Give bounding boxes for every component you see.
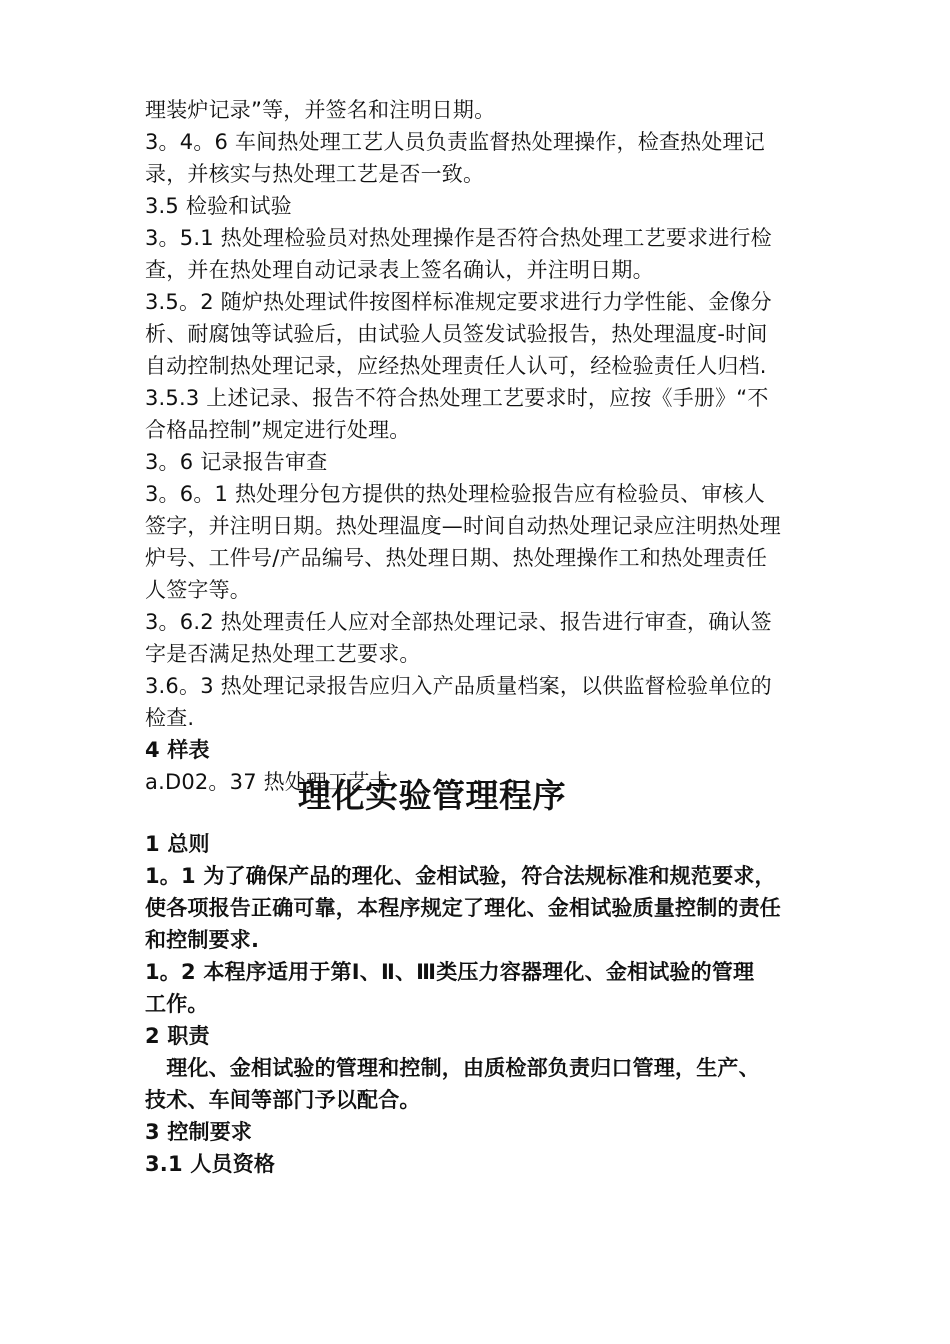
text-line: 自动控制热处理记录，应经热处理责任人认可，经检验责任人归档. (145, 354, 767, 378)
section-heading-1: 1 总则 (145, 832, 210, 856)
text-line: 3.5.3 上述记录、报告不符合热处理工艺要求时，应按《手册》“不 (145, 386, 769, 410)
sample-form-item: a.D02。37 热处理工艺卡 (145, 770, 391, 794)
text-line: 1。2 本程序适用于第Ⅰ、Ⅱ、Ⅲ类压力容器理化、金相试验的管理 (145, 960, 755, 984)
text-line: 使各项报告正确可靠，本程序规定了理化、金相试验质量控制的责任 (145, 896, 781, 920)
text-line: 检查. (145, 706, 195, 730)
text-line: 析、耐腐蚀等试验后，由试验人员签发试验报告，热处理温度-时间 (145, 322, 768, 346)
text-line: 签字，并注明日期。热处理温度—时间自动热处理记录应注明热处理 (145, 514, 781, 538)
section-heading-3-6: 3。6 记录报告审查 (145, 450, 328, 474)
text-line: 3.5。2 随炉热处理试件按图样标准规定要求进行力学性能、金像分 (145, 290, 772, 314)
section-heading-3: 3 控制要求 (145, 1120, 253, 1144)
text-line: 录，并核实与热处理工艺是否一致。 (145, 162, 485, 186)
text-line: 3。6.2 热处理责任人应对全部热处理记录、报告进行审查，确认签 (145, 610, 772, 634)
section-heading-2: 2 职责 (145, 1024, 210, 1048)
text-line: 合格品控制”规定进行处理。 (145, 418, 411, 442)
page-title: 理化实验管理程序 (298, 776, 566, 815)
section-heading-3-1: 3.1 人员资格 (145, 1152, 276, 1176)
text-line: 3。6。1 热处理分包方提供的热处理检验报告应有检验员、审核人 (145, 482, 765, 506)
text-line: 3。5.1 热处理检验员对热处理操作是否符合热处理工艺要求进行检 (145, 226, 772, 250)
text-line: 理化、金相试验的管理和控制，由质检部负责归口管理，生产、 (145, 1056, 760, 1080)
section-heading-3-5: 3.5 检验和试验 (145, 194, 292, 218)
text-line: 技术、车间等部门予以配合。 (145, 1088, 421, 1112)
text-line: 炉号、工件号/产品编号、热处理日期、热处理操作工和热处理责任 (145, 546, 768, 570)
text-line: 字是否满足热处理工艺要求。 (145, 642, 421, 666)
text-line: 理装炉记录”等，并签名和注明日期。 (145, 98, 496, 122)
text-line: 工作。 (145, 992, 209, 1016)
text-line: 3.6。3 热处理记录报告应归入产品质量档案，以供监督检验单位的 (145, 674, 772, 698)
text-line: 人签字等。 (145, 578, 251, 602)
text-line: 3。4。6 车间热处理工艺人员负责监督热处理操作，检查热处理记 (145, 130, 765, 154)
text-line: 1。1 为了确保产品的理化、金相试验，符合法规标准和规范要求， (145, 864, 776, 888)
text-line: 查，并在热处理自动记录表上签名确认，并注明日期。 (145, 258, 654, 282)
text-line: 和控制要求. (145, 928, 260, 952)
section-heading-4: 4 样表 (145, 738, 210, 762)
